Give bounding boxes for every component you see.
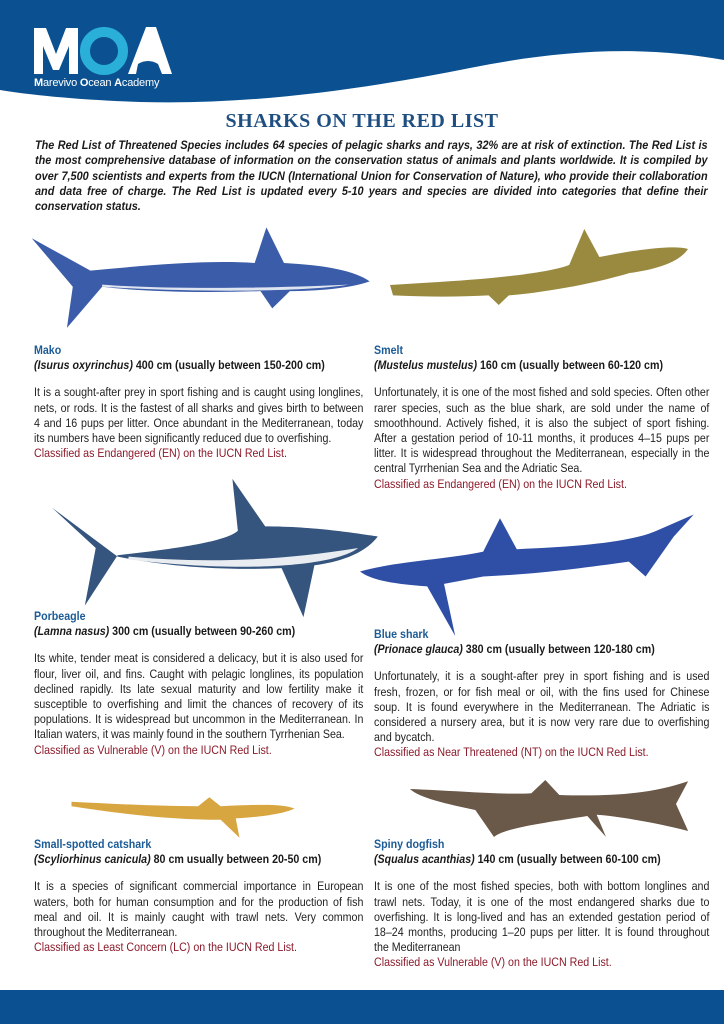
mako-shark-illustration xyxy=(20,222,372,330)
moa-logo xyxy=(32,24,172,76)
species-mako: Mako (Isurus oxyrinchus) 400 cm (usually between 150-200 cm) It is a sought-after prey in sport fishing and is caught using longlines, nets, or rods. It is the fastest of all sharks and gives birth to between 4 and 16 pups per litter. Once abundant in the Mediterranean, today its numbers have been significantly reduced due to overfishing. Classified as Endangered (EN) on the IUCN Red List. xyxy=(34,343,364,461)
iucn-status: Classified as Near Threatened (NT) on the IUCN Red List. xyxy=(374,745,649,760)
species-porbeagle: Porbeagle (Lamna nasus) 300 cm (usually between 90-260 cm) Its white, tender meat is considered a delicacy, but it is also used for flour, liver oil, and fins. Caught with pelagic longlines, its population declined rapidly. Its late sexual maturity and low fertility make it susceptible to overfishing and limit the chances of recovery of its populations. It is widespread but uncommon in the Mediterranean. In Italian waters, it was mainly found in the southern Tyrrhenian Sea. Classified as Vulnerable (V) on the IUCN Red List. xyxy=(34,609,364,757)
iucn-status: Classified as Least Concern (LC) on the IUCN Red List. xyxy=(34,940,297,955)
species-spiny-dogfish: Spiny dogfish (Squalus acanthias) 140 cm (usually between 60-100 cm) It is one of the most fished species, both with bottom longlines and trawl nets. Today, it is one of the most endangered sharks due to overfishing. It is long-lived and has an extended gestation period of 18–24 months, producing 1–20 pups per litter. It is found throughout the Mediterranean Classified as Vulnerable (V) on the IUCN Red List. xyxy=(374,837,710,970)
species-smelt: Smelt (Mustelus mustelus) 160 cm (usually between 60-120 cm) Unfortunately, it is one of the most fished and sold species. Often other rarer species, such as the blue shark, are sold under the name of smoothhound. Actively fished, it is also the subject of sport fishing. After a gestation period of 10-11 months, it produces 4–15 pups per litter. It is widespread throughout the Mediterranean, especially in the central Tyrrhenian Sea and the Adriatic Sea. Classified as Endangered (EN) on the IUCN Red List. xyxy=(374,343,710,491)
catshark-illustration xyxy=(70,795,296,840)
spiny-dogfish-illustration xyxy=(410,780,690,840)
iucn-status: Classified as Vulnerable (V) on the IUCN Red List. xyxy=(34,742,272,757)
iucn-status: Classified as Endangered (EN) on the IUCN Red List. xyxy=(34,446,287,461)
smelt-shark-illustration xyxy=(388,225,690,305)
species-catshark: Small-spotted catshark (Scyliorhinus canicula) 80 cm usually between 20-50 cm) It is a species of significant commercial importance in European waters, both for human consumption and for the production of fish meal and oil. It is mainly caught with trawl nets. Very common throughout the Mediterranean. Classified as Least Concern (LC) on the IUCN Red List. xyxy=(34,837,364,955)
footer-bar xyxy=(0,990,724,1024)
page-title: SHARKS ON THE RED LIST xyxy=(225,110,499,132)
porbeagle-shark-illustration xyxy=(52,476,380,620)
logo-subtitle: Marevivo Ocean Academy xyxy=(34,77,160,89)
intro-paragraph: The Red List of Threatened Species includes 64 species of pelagic sharks and rays, 32% are at risk of extinction. The Red List is the most comprehensive database of information on the conservation status of animals and plants worldwide. It is compiled by over 7,500 scientists and experts from the IUCN (International Union for Conservation of Nature), who provide their collaboration and data free of charge. The Red List is updated every 5-10 years and species are divided into categories that define their conservation status. xyxy=(35,138,708,214)
blue-shark-illustration xyxy=(360,512,696,636)
species-blue-shark: Blue shark (Prionace glauca) 380 cm (usually between 120-180 cm) Unfortunately, it is a sought-after prey in sport fishing and is used fresh, frozen, or for fish meal or oil, with the fins used for Chinese soup. It is found everywhere in the Mediterranean. The Adriatic is considered a nursery area, but it is now very rare due to overfishing and bycatch. Classified as Near Threatened (NT) on the IUCN Red List. xyxy=(374,627,710,760)
iucn-status: Classified as Vulnerable (V) on the IUCN Red List. xyxy=(374,955,612,970)
iucn-status: Classified as Endangered (EN) on the IUCN Red List. xyxy=(374,476,627,491)
